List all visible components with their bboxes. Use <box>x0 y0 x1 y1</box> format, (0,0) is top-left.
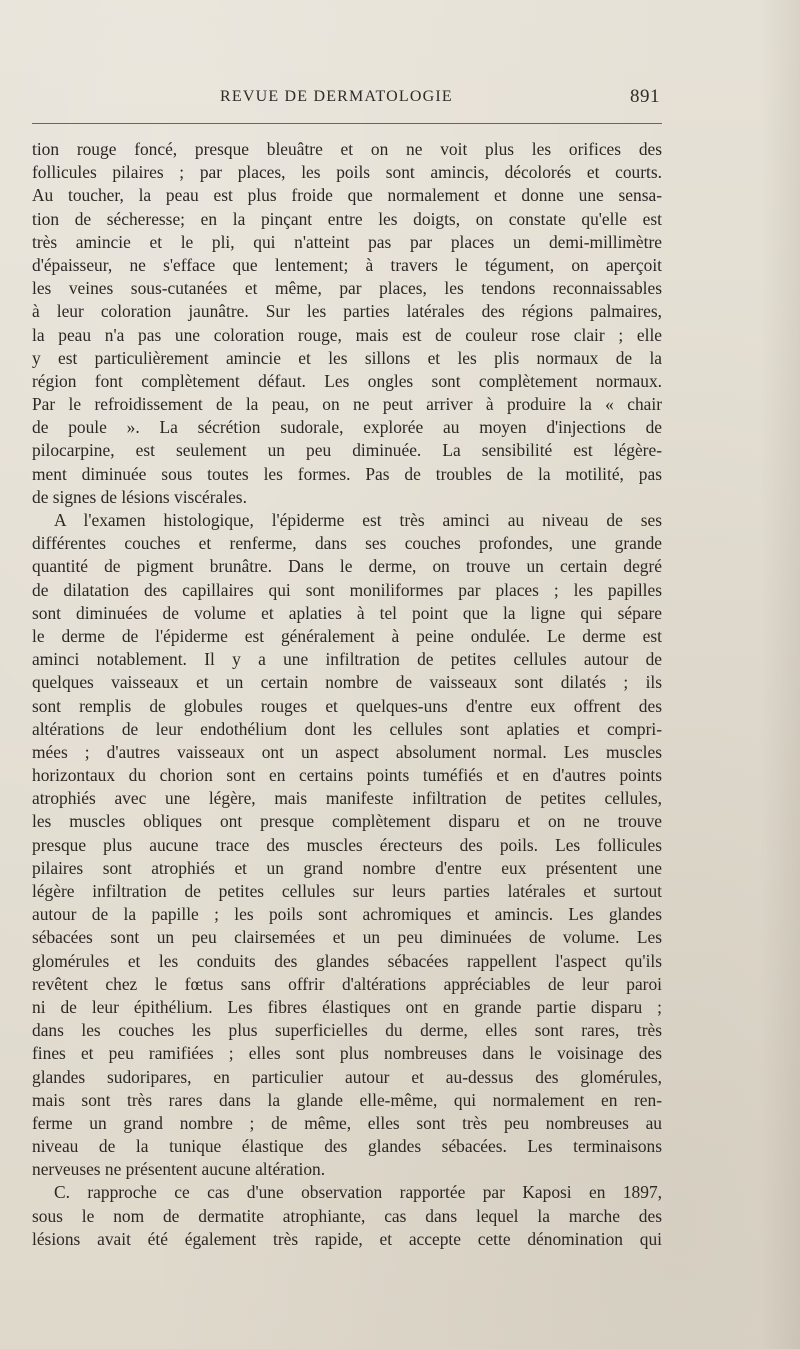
text-line: région font complètement défaut. Les ongles sont complètement normaux. <box>32 370 662 391</box>
text-line: pilaires sont atrophiés et un grand nombre d'entre eux présentent une <box>32 857 662 878</box>
page-number: 891 <box>630 86 660 107</box>
text-line: nerveuses ne présentent aucune altération. <box>32 1159 326 1180</box>
text-line: horizontaux du chorion sont en certains points tuméfiés et en d'autres points <box>32 765 662 786</box>
text-line: autour de la papille ; les poils sont achromiques et amincis. Les glandes <box>32 904 662 925</box>
text-line: mais sont très rares dans la glande elle-même, qui normalement en ren- <box>32 1089 662 1110</box>
header-rule <box>32 123 662 124</box>
text-line: le derme de l'épiderme est généralement à peine ondulée. Le derme est <box>32 625 662 646</box>
text-line: ment diminuée sous toutes les formes. Pas de troubles de la motilité, pas <box>32 463 662 484</box>
text-line: quantité de pigment brunâtre. Dans le derme, on trouve un certain degré <box>32 556 662 577</box>
text-line: y est particulièrement amincie et les sillons et les plis normaux de la <box>32 347 662 368</box>
text-line: revêtent chez le fœtus sans offrir d'altérations appréciables de leur paroi <box>32 973 662 994</box>
text-line: sont remplis de globules rouges et quelques-uns d'entre eux offrent des <box>32 695 662 716</box>
text-line: légère infiltration de petites cellules sur leurs parties latérales et surtout <box>32 881 662 901</box>
text-line: aminci notablement. Il y a une infiltration de petites cellules autour de <box>32 649 662 670</box>
text-line: à leur coloration jaunâtre. Sur les parties latérales des régions palmaires, <box>32 301 662 322</box>
text-line: lésions avait été également très rapide, et accepte cette dénomination qui <box>32 1228 662 1249</box>
text-line: la peau n'a pas une coloration rouge, mais est de couleur rose clair ; elle <box>32 324 662 345</box>
text-line: ferme un grand nombre ; de même, elles sont très peu nombreuses au <box>32 1112 662 1133</box>
body-text <box>32 138 662 1251</box>
text-line: A l'examen histologique, l'épiderme est très aminci au niveau de ses <box>54 510 662 530</box>
text-line: mées ; d'autres vaisseaux ont un aspect absolument normal. Les muscles <box>32 741 662 762</box>
text-line: dans les couches les plus superficielles du derme, elles sont rares, très <box>32 1020 662 1041</box>
text-line: glomérules et les conduits des glandes sébacées rappellent l'aspect qu'ils <box>32 950 662 971</box>
text-line: sous le nom de dermatite atrophiante, cas dans lequel la marche des <box>32 1205 662 1226</box>
text-line: follicules pilaires ; par places, les poils sont amincis, décolorés et courts. <box>32 162 662 183</box>
text-line: presque plus aucune trace des muscles érecteurs des poils. Les follicules <box>32 834 662 855</box>
text-line: différentes couches et renferme, dans ses couches profondes, une grande <box>32 533 662 554</box>
text-line: sébacées sont un peu clairsemées et un peu diminuées de volume. Les <box>32 927 662 948</box>
text-line: d'épaisseur, ne s'efface que lentement; à travers le tégument, on aperçoit <box>32 254 662 275</box>
text-line: de dilatation des capillaires qui sont moniliformes par places ; les papilles <box>32 579 662 600</box>
running-head: REVUE DE DERMATOLOGIE <box>220 88 453 105</box>
text-line: altérations de leur endothélium dont les cellules sont aplaties et compri- <box>32 718 662 739</box>
text-line: les muscles obliques ont presque complètement disparu et on ne trouve <box>32 811 662 832</box>
text-line: sont diminuées de volume et aplaties à tel point que la ligne qui sépare <box>32 602 662 623</box>
text-line: C. rapproche ce cas d'une observation rapportée par Kaposi en 1897, <box>54 1182 662 1203</box>
text-line: tion rouge foncé, presque bleuâtre et on ne voit plus les orifices des <box>32 139 662 159</box>
text-line: les veines sous-cutanées et même, par places, les tendons reconnaissables <box>32 278 662 299</box>
text-line: Au toucher, la peau est plus froide que normalement et donne une sensa- <box>32 185 662 206</box>
text-line: glandes sudoripares, en particulier autour et au-dessus des glomérules, <box>32 1066 662 1087</box>
text-line: très amincie et le pli, qui n'atteint pas par places un demi-millimètre <box>32 231 662 252</box>
page-header <box>32 86 664 112</box>
text-line: fines et peu ramifiées ; elles sont plus nombreuses dans le voisinage des <box>32 1043 662 1064</box>
text-line: de signes de lésions viscérales. <box>32 486 247 507</box>
text-line: ni de leur épithélium. Les fibres élastiques ont en grande partie disparu ; <box>32 996 662 1017</box>
text-line: de poule ». La sécrétion sudorale, explorée au moyen d'injections de <box>32 417 662 438</box>
text-line: niveau de la tunique élastique des glandes sébacées. Les terminaisons <box>32 1136 662 1157</box>
text-line: quelques vaisseaux et un certain nombre de vaisseaux sont dilatés ; ils <box>32 672 662 693</box>
text-line: atrophiés avec une légère, mais manifeste infiltration de petites cellules, <box>32 788 662 809</box>
text-line: Par le refroidissement de la peau, on ne peut arriver à produire la « chair <box>32 394 662 415</box>
text-line: tion de sécheresse; en la pinçant entre les doigts, on constate qu'elle est <box>32 208 662 229</box>
text-line: pilocarpine, est seulement un peu diminuée. La sensibilité est légère- <box>32 440 662 461</box>
